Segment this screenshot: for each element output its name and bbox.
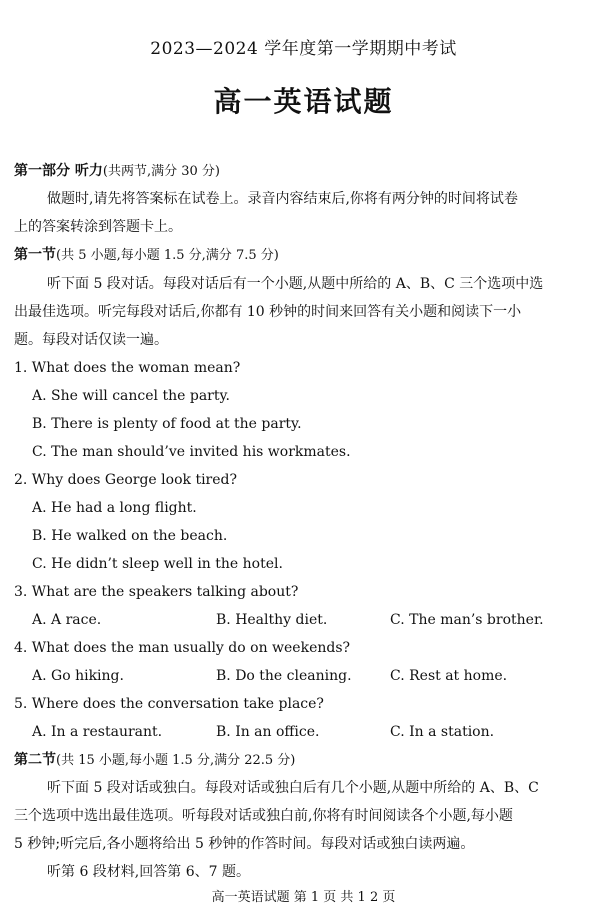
question-1-option-a: A. She will cancel the party.: [32, 388, 230, 404]
question-4-option-b: B. Do the cleaning.: [216, 668, 352, 684]
section1-heading-note: (共 5 小题,每小题 1.5 分,满分 7.5 分): [56, 248, 279, 263]
section1-instruction-line-1: 听下面 5 段对话。每段对话后有一个小题,从题中所给的 A、B、C 三个选项中选: [47, 276, 544, 292]
question-1-option-b: B. There is plenty of food at the party.: [32, 416, 302, 432]
question-2: 2. Why does George look tired?: [14, 472, 237, 488]
section2-heading-note: (共 15 小题,每小题 1.5 分,满分 22.5 分): [56, 753, 296, 768]
section1-heading-label: 第一节: [14, 247, 56, 263]
question-5-option-a: A. In a restaurant.: [32, 724, 163, 740]
question-4-option-a: A. Go hiking.: [32, 668, 124, 684]
section2-heading-label: 第二节: [14, 752, 56, 768]
question-5: 5. Where does the conversation take place?: [14, 696, 324, 712]
page-title: 高一英语试题: [213, 85, 394, 118]
part1-heading: [14, 161, 594, 182]
question-2-option-a: A. He had a long flight.: [32, 500, 197, 516]
question-4: 4. What does the man usually do on weekends?: [14, 640, 351, 656]
question-2-option-b: B. He walked on the beach.: [32, 528, 228, 544]
question-5-options: [0, 722, 607, 742]
question-1: 1. What does the woman mean?: [14, 360, 241, 376]
question-3-option-a: A. A race.: [32, 612, 102, 628]
question-3-options: [0, 610, 607, 630]
question-4-options: [0, 666, 607, 686]
section1-instruction-line-3: 题。每段对话仅读一遍。: [14, 332, 168, 348]
section1-heading: [14, 245, 594, 266]
question-5-option-c: C. In a station.: [390, 724, 495, 740]
section2-instruction-line-1: 听下面 5 段对话或独白。每段对话或独白后有几个小题,从题中所给的 A、B、C: [47, 780, 539, 796]
part1-instruction-line-1: 做题时,请先将答案标在试卷上。录音内容结束后,你将有两分钟的时间将试卷: [47, 191, 518, 207]
section1-instruction-line-2: 出最佳选项。听完每段对话后,你都有 10 秒钟的时间来回答有关小题和阅读下一小: [14, 304, 522, 320]
section2-instruction-line-3: 5 秒钟;听完后,各小题将给出 5 秒钟的作答时间。每段对话或独白读两遍。: [14, 836, 475, 852]
part1-heading-note: (共两节,满分 30 分): [102, 164, 220, 179]
question-3-option-c: C. The man’s brother.: [390, 612, 544, 628]
section2-material-6: 听第 6 段材料,回答第 6、7 题。: [47, 864, 250, 880]
question-2-option-c: C. He didn’t sleep well in the hotel.: [32, 556, 283, 572]
question-3-option-b: B. Healthy diet.: [216, 612, 328, 628]
page-footer: 高一英语试题 第 1 页 共 1 2 页: [211, 890, 396, 905]
part1-heading-label: 第一部分 听力: [14, 163, 103, 179]
exam-name: 2023—2024 学年度第一学期期中考试: [150, 39, 457, 59]
question-3: 3. What are the speakers talking about?: [14, 584, 299, 600]
question-5-option-b: B. In an office.: [216, 724, 320, 740]
question-4-option-c: C. Rest at home.: [390, 668, 508, 684]
section2-heading: [14, 750, 594, 771]
question-1-option-c: C. The man should’ve invited his workmates.: [32, 444, 351, 460]
section2-instruction-line-2: 三个选项中选出最佳选项。听每段对话或独白前,你将有时间阅读各个小题,每小题: [14, 808, 513, 824]
part1-instruction-line-2: 上的答案转涂到答题卡上。: [14, 219, 182, 235]
